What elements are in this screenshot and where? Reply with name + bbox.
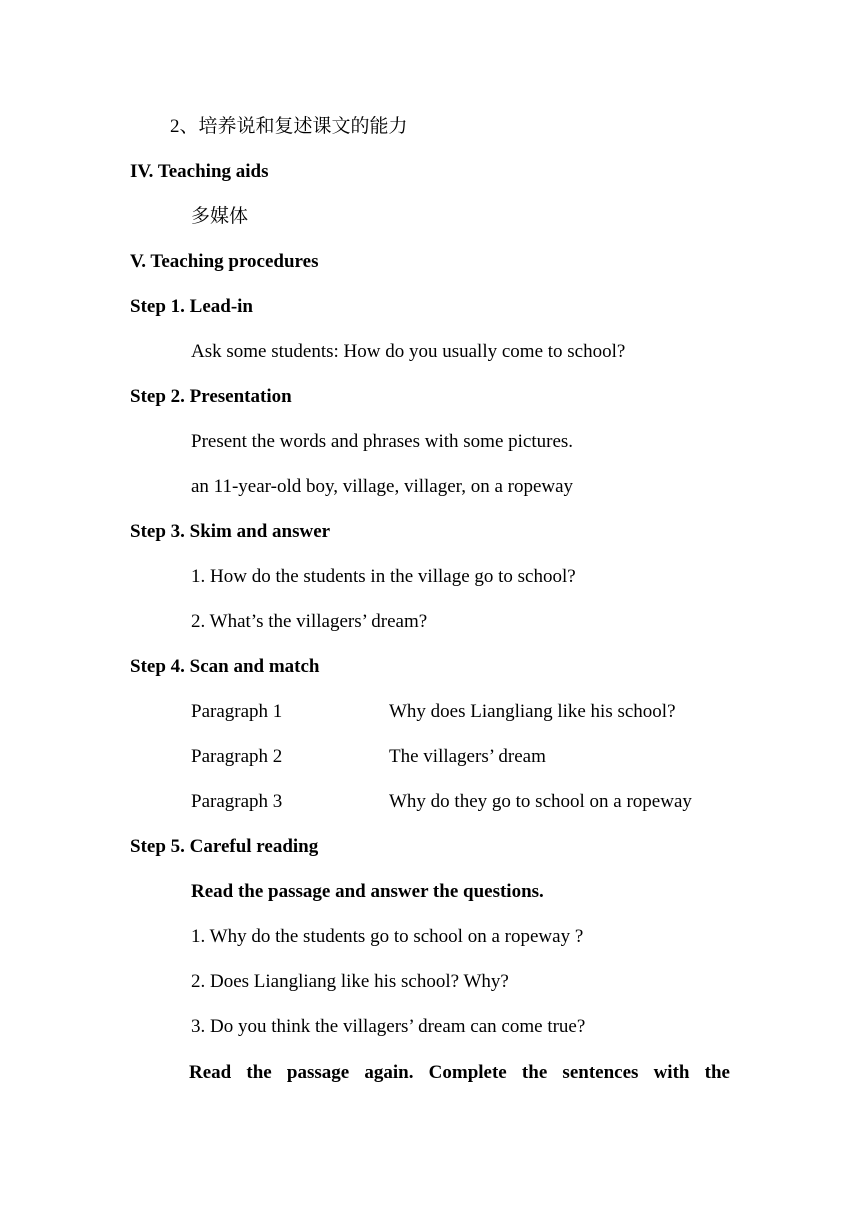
word: Read (189, 1062, 232, 1083)
match-paragraph: Paragraph 2 (191, 746, 283, 767)
word: again. (364, 1062, 414, 1083)
objective-2: 2、培养说和复述课文的能力 (170, 116, 408, 137)
step-1-text: Ask some students: How do you usually come to school? (191, 341, 626, 362)
heading-teaching-procedures: V. Teaching procedures (130, 251, 319, 272)
step-2-text-1: Present the words and phrases with some pictures. (191, 431, 574, 452)
step-5-question-1: 1. Why do the students go to school on a ropeway ? (191, 926, 584, 947)
heading-teaching-aids: IV. Teaching aids (130, 161, 269, 182)
step-5-question-3: 3. Do you think the villagers’ dream can come true? (191, 1016, 586, 1037)
step-2-text-2: an 11-year-old boy, village, villager, on a ropeway (191, 476, 574, 497)
step-3-question-2: 2. What’s the villagers’ dream? (191, 611, 428, 632)
step-5-question-2: 2. Does Liangliang like his school? Why? (191, 971, 509, 992)
teaching-aids-text: 多媒体 (191, 206, 249, 227)
match-text: The villagers’ dream (389, 746, 546, 767)
heading-step-4: Step 4. Scan and match (130, 656, 320, 677)
step-3-question-1: 1. How do the students in the village go to school? (191, 566, 576, 587)
word: the (704, 1062, 730, 1083)
word: passage (286, 1062, 350, 1083)
heading-step-2: Step 2. Presentation (130, 386, 292, 407)
match-text: Why do they go to school on a ropeway (389, 791, 692, 812)
match-text: Why does Liangliang like his school? (389, 701, 676, 722)
word: sentences (562, 1062, 639, 1083)
step-5-subheading: Read the passage and answer the questions. (191, 881, 544, 902)
word: with (653, 1062, 690, 1083)
heading-step-5: Step 5. Careful reading (130, 836, 319, 857)
word: the (521, 1062, 548, 1083)
heading-step-1: Step 1. Lead-in (130, 296, 253, 317)
word: Complete (428, 1062, 507, 1083)
match-paragraph: Paragraph 1 (191, 701, 283, 722)
heading-step-3: Step 3. Skim and answer (130, 521, 331, 542)
word: the (246, 1062, 272, 1083)
step-5-instruction-justified (189, 1061, 730, 1085)
match-paragraph: Paragraph 3 (191, 791, 283, 812)
